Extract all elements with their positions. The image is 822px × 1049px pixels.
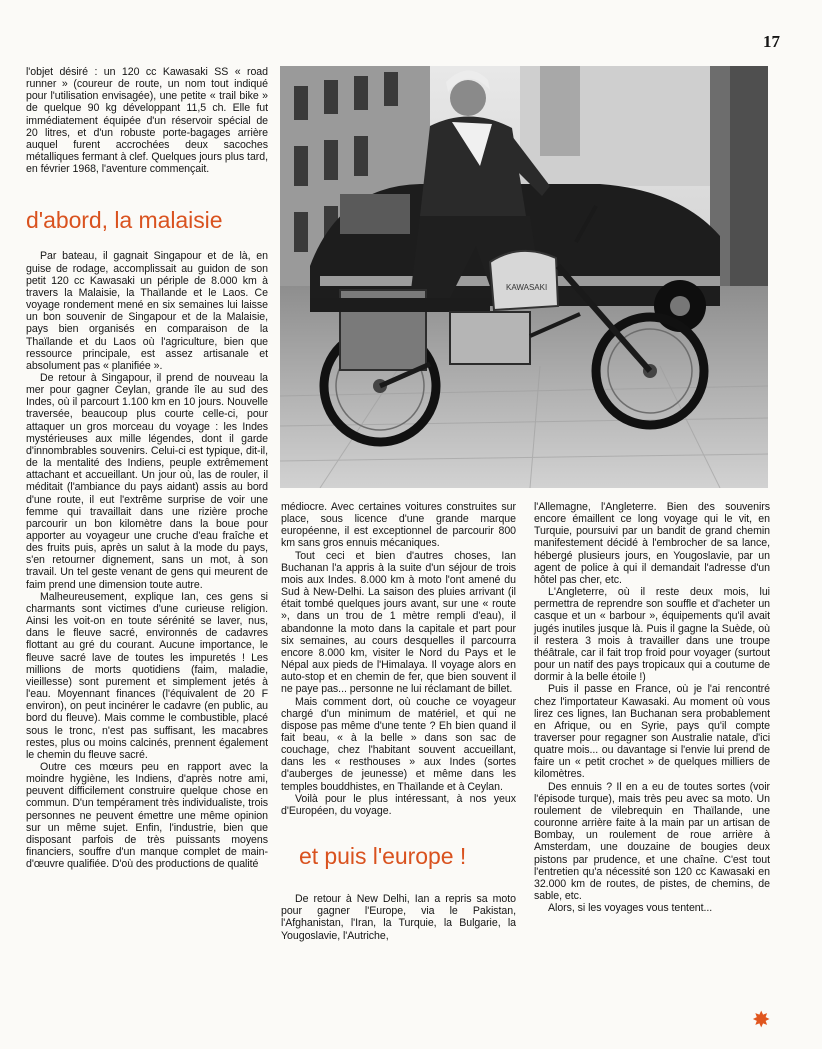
body-paragraph: Tout ceci et bien d'autres choses, Ian Buchanan l'a appris à la suite d'un séjour de trois mois aux Indes. 8.000 km à moto l'ont amené du Sud à New-Delhi. La saison des pluies arrivant (il était tombé quelques jours avant, sur une « route », dans un trou de 1 mètre rempli d'eau), il abandonne la moto dans la capitale et part pour six semaines, au cours desquelles il parcourra encore 8.000 km, visiter le Nord du Pays et le Népal aux pieds de l'Himalaya. Il voyage alors en auto-stop et en chemin de fer, que bien souvent il ne paye pas... personne ne lui réclamant de billet.: [281, 549, 516, 696]
body-paragraph: Voilà pour le plus intéressant, à nos yeux d'Européen, du voyage.: [281, 792, 516, 817]
intro-paragraph: l'objet désiré : un 120 cc Kawasaki SS « road runner » (coureur de route, un nom tout indiqué pour l'utilisation envisagée), une petite « trail bike » de quelque 90 kg développant 11,5 ch. Elle fut immédiatement équipée d'un réservoir spécial de 20 litres, et d'un robuste porte-bagages arrière auquel furent accrochées deux sacoches métalliques fermant à clef. Quelques jours plus tard, en février 1968, l'aventure commençait.: [26, 66, 268, 176]
column-3: [534, 501, 770, 914]
body-paragraph: médiocre. Avec certaines voitures construites sur place, sous licence d'une grande marque européenne, il est exceptionnel de parcourir 800 km sans gros ennuis mécaniques.: [281, 501, 516, 550]
body-paragraph: Puis il passe en France, où je l'ai rencontré chez l'importateur Kawasaki. Au moment où vous lirez ces lignes, Ian Buchanan sera probablement en Afrique, ou en Syrie, pays qu'il compte traverser pour regagner son Australie natale, d'ici quatre mois... ou davantage si l'envie lui prend de faire un « petit crochet » de quelques milliers de kilomètres.: [534, 683, 770, 781]
page-number: 17: [763, 32, 780, 51]
column-2: [281, 501, 516, 942]
body-paragraph: Mais comment dort, où couche ce voyageur chargé d'un minimum de matériel, et qui ne dispose pas même d'une tente ? Eh bien quand il fait beau, « à la belle » dans son sac de couchage, chez l'habitant souvent accueillant, dans les « resthouses » aux Indes (sortes d'auberges de jeunesse) et même dans les temples bouddhistes, en Thaïlande et à Ceylan.: [281, 695, 516, 793]
body-paragraph: De retour à New Delhi, Ian a repris sa moto pour gagner l'Europe, via le Pakistan, l'Afghanistan, l'Iran, la Turquie, la Bulgarie, la Yougoslavie, l'Autriche,: [281, 893, 516, 942]
motorcycle-photo: [280, 66, 768, 488]
star-icon: ✸: [752, 1007, 771, 1032]
body-paragraph: Alors, si les voyages vous tentent...: [548, 902, 713, 915]
tank-badge: KAWASAKI: [506, 283, 548, 292]
body-paragraph: De retour à Singapour, il prend de nouveau la mer pour gagner Ceylan, grande île au sud des Indes, où il parcourt 1.100 km en 10 jours. Nouvelle traversée, beaucoup plus courte celle-ci, pour attaquer un gros morceau du voyage : les Indes mystérieuses aux mille légendes, dont il garde d'innombrables souvenirs. Celui-ci est typique, dit-il, de la mentalité des Indiens, peuple extrêmement attachant et accueillant. Un jour où, las de rouler, il méditait (l'ambiance du pays aidant) assis au bord d'une route, il eut l'extrême surprise de voir une femme qui travaillait dans une rizière proche parcourir un bon kilomètre dans la boue pour apporter au voyageur une cruche d'eau fraîche et des fruits puis, après un salut à la mode du pays, s'en retourner dignement, sans un mot, à son travail. Un tel geste venant de gens qui meurent de faim prend une dimension toute autre.: [26, 371, 268, 591]
body-paragraph: Outre ces mœurs peu en rapport avec la moindre hygiène, les Indiens, d'après notre ami, peuvent difficilement construire quelque chose en commun. D'un tempérament très individualiste, trois personnes ne peuvent émettre une même opinion sur un même sujet. Enfin, l'industrie, bien que disposant parfois de très puissants moyens financiers, souffre d'un manque complet de main-d'œuvre qualifiée. D'où des productions de qualité: [26, 760, 268, 871]
body-paragraph: Malheureusement, explique Ian, ces gens si charmants sont victimes d'une curieuse religion. Ainsi les voit-on en toute sérénité se laver, nus, dans le fleuve sacré, environnés de cadavres flottant au gré du courant. Aucune importance, le fleuve sacré lave de toutes les impuretés ! Les millions de morts quotidiens (faim, maladie, vieillesse) sont purement et simplement jetés à l'eau. Moyennant finances (l'équivalent de 20 F environ), on peut incinérer le cadavre (en public, au bord du fleuve). Mais comme le combustible, placé sous le tronc, n'est pas suffisant, les macabres restes, plus ou moins calcinés, prennent également le chemin du fleuve sacré.: [26, 590, 268, 761]
section-heading-malaisie: d'abord, la malaisie: [26, 207, 223, 234]
body-paragraph: l'Allemagne, l'Angleterre. Bien des souvenirs encore émaillent ce long voyage qui le vit, en Turquie, poursuivi par un bandit de grand chemin manifestement décidé à l'embrocher de sa lance, hébergé plusieurs jours, en Yougoslavie, par un agent de police à qui il demandait l'adresse d'un hôtel pas cher, etc.: [534, 501, 770, 586]
body-paragraph: Par bateau, il gagnait Singapour et de là, en guise de rodage, accomplissait au guidon de son petit 120 cc Kawasaki un périple de 8.000 km à travers la Malaisie, la Thaïlande et le Laos. Ce voyage rondement mené en six semaines lui laisse un bon souvenir de Singapour et de la Malaisie, pays bien organisés en comparaison de la Thaïlande et du Laos où l'agriculture, bien que ressource principale, est assez artisanale et absolument pas « planifiée ».: [26, 250, 268, 372]
body-paragraph: Des ennuis ? Il en a eu de toutes sortes (voir l'épisode turque), mais très peu avec sa moto. Un roulement de vilebrequin en Thaïlande, une couronne arrière faite à la main par un artisan de Bombay, un roulement de roue arrière à Amsterdam, une douzaine de bougies deux pistons par prudence, et une chaîne. C'est tout l'entretien qu'a nécessité son 120 cc Kawasaki en 32.000 km de routes, de pistes, de chemins, de sable, etc.: [534, 780, 770, 902]
body-paragraph: L'Angleterre, où il reste deux mois, lui permettra de reprendre son souffle et d'acheter un casque et un « barbour », équipements qu'il avait jugés inutiles jusque là. Puis il gagne la Suède, où il restera 3 mois à travailler dans une troupe théâtrale, car il fait trop froid pour voyager (surtout pour un natif des pays tropicaux qui a coutume de dormir à la belle étoile !): [534, 586, 770, 684]
section-heading-europe: et puis l'europe !: [299, 843, 467, 870]
column-1: [26, 66, 268, 870]
